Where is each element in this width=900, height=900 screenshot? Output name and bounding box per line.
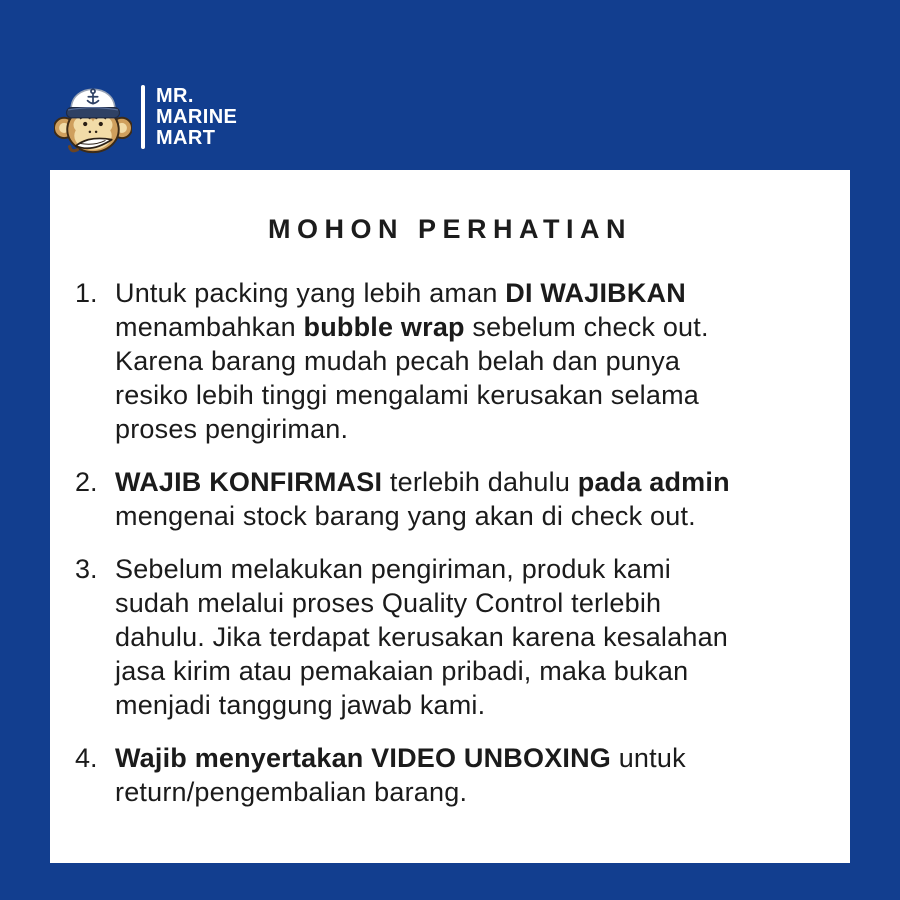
logo-wordmark	[156, 86, 237, 149]
list-item-text	[115, 465, 825, 533]
list-item-number: 1.	[75, 278, 98, 308]
list-item-bold-text: DI WAJIBKAN	[505, 278, 686, 308]
list-item	[75, 465, 825, 533]
list-item-plain-text: Karena barang mudah pecah belah dan punya	[115, 346, 681, 376]
list-item-plain-text: menjadi tanggung jawab kami.	[115, 690, 486, 720]
list-item-plain-text: proses pengiriman.	[115, 414, 349, 444]
list-item-bold-text: Wajib menyertakan VIDEO UNBOXING	[115, 743, 612, 773]
list-item	[75, 276, 825, 446]
list-item-number: 4.	[75, 743, 98, 773]
logo-text-line1: MR.	[156, 84, 194, 107]
list-item	[75, 552, 825, 722]
monkey-captain-icon	[54, 70, 132, 164]
list-item	[75, 741, 825, 809]
brand-logo	[54, 70, 237, 164]
logo-text-line3: MART	[156, 126, 216, 149]
list-item-plain-text: menambahkan	[115, 312, 304, 342]
list-item-bold-text: pada admin	[577, 467, 730, 497]
list-item-text	[115, 741, 825, 809]
list-item-plain-text: jasa kirim atau pemakaian pribadi, maka bukan	[115, 656, 689, 686]
list-item-plain-text: sudah melalui proses Quality Control terlebih	[115, 588, 662, 618]
notice-list	[75, 276, 825, 809]
list-item-plain-text: return/pengembalian barang.	[115, 777, 468, 807]
list-item-plain-text: terlebih dahulu	[382, 467, 578, 497]
list-item-plain-text: Untuk packing yang lebih aman	[115, 278, 506, 308]
logo-text-line2: MARINE	[156, 105, 238, 128]
list-item-plain-text: sebelum check out.	[464, 312, 709, 342]
list-item-bold-text: bubble wrap	[303, 312, 465, 342]
notice-title: MOHON PERHATIAN	[268, 214, 632, 244]
list-item-text	[115, 276, 825, 446]
list-item-text	[115, 552, 825, 722]
list-item-plain-text: Sebelum melakukan pengiriman, produk kami	[115, 554, 671, 584]
notice-card	[50, 170, 850, 863]
list-item-plain-text: untuk	[611, 743, 686, 773]
list-item-number: 3.	[75, 554, 98, 584]
list-item-bold-text: WAJIB KONFIRMASI	[115, 467, 383, 497]
list-item-plain-text: dahulu. Jika terdapat kerusakan karena kesalahan	[115, 622, 728, 652]
logo-divider	[141, 85, 145, 149]
list-item-number: 2.	[75, 467, 98, 497]
list-item-plain-text: mengenai stock barang yang akan di check out.	[115, 501, 696, 531]
list-item-plain-text: resiko lebih tinggi mengalami kerusakan selama	[115, 380, 699, 410]
